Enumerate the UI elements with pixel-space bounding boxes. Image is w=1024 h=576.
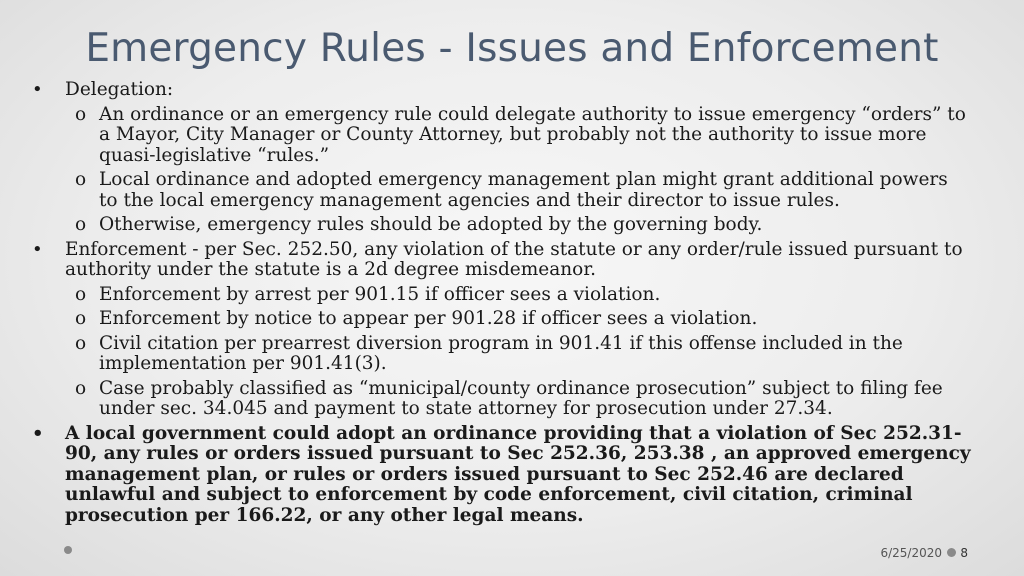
bullet-item-delegation xyxy=(32,80,972,101)
bullet-text: Delegation: xyxy=(65,79,174,100)
bullet-item-enforcement xyxy=(32,240,972,281)
decorative-dot-icon xyxy=(64,546,72,554)
sub-bullet-item xyxy=(32,105,972,167)
sub-bullet-text: Otherwise, emergency rules should be adopted by the governing body. xyxy=(99,214,763,235)
sub-bullet-text: Local ordinance and adopted emergency management plan might grant additional powers to the local emergency management agencies and their director to issue rules. xyxy=(99,169,948,211)
sub-bullet-icon: o xyxy=(75,332,87,354)
bullet-icon: • xyxy=(32,422,44,444)
sub-bullet-item xyxy=(32,170,972,211)
sub-bullet-item xyxy=(32,215,972,236)
sub-bullet-item xyxy=(32,379,972,420)
bullet-text: Enforcement - per Sec. 252.50, any violation of the statute or any order/rule issued pursuant to authority under the statute is a 2d degree misdemeanor. xyxy=(65,238,963,280)
bullet-icon: • xyxy=(32,238,43,260)
slide-body xyxy=(32,80,972,530)
sub-bullet-icon: o xyxy=(75,214,87,235)
footer-dot-icon xyxy=(947,548,956,557)
sub-bullet-icon: o xyxy=(75,103,87,125)
page-number: 8 xyxy=(960,546,968,560)
slide-title: Emergency Rules - Issues and Enforcement xyxy=(85,26,939,71)
sub-bullet-item xyxy=(32,309,972,330)
sub-bullet-text: Case probably classified as “municipal/county ordinance prosecution” subject to filing fee under sec. 34.045 and payment to state attorney for prosecution under 27.34. xyxy=(99,377,943,419)
footer-date: 6/25/2020 xyxy=(880,546,942,560)
sub-bullet-icon: o xyxy=(75,283,87,305)
sub-bullet-text: Enforcement by arrest per 901.15 if officer sees a violation. xyxy=(99,283,661,305)
bullet-text: A local government could adopt an ordinance providing that a violation of Sec 252.31-90, any rules or orders issued pursuant to Sec 252.36, 253.38 , an approved emergency management plan, or rules or orders issued pursuant to Sec 252.46 are declared unlawful and subject to enforcement by code enforcement, civil citation, criminal prosecution per 166.22, or any other legal means. xyxy=(65,422,971,526)
sub-bullet-item xyxy=(32,334,972,375)
sub-bullet-icon: o xyxy=(75,169,87,190)
sub-bullet-item xyxy=(32,285,972,306)
sub-bullet-text: Enforcement by notice to appear per 901.28 if officer sees a violation. xyxy=(99,308,758,329)
sub-bullet-icon: o xyxy=(75,308,87,329)
sub-bullet-text: Civil citation per prearrest diversion program in 901.41 if this offense included in the implementation per 901.41(3). xyxy=(99,332,903,374)
sub-bullet-text: An ordinance or an emergency rule could delegate authority to issue emergency “orders” to a Mayor, City Manager or County Attorney, but probably not the authority to issue more quasi-legislative “rules.” xyxy=(99,103,966,166)
bullet-item-local-government xyxy=(32,424,972,527)
sub-bullet-icon: o xyxy=(75,377,87,399)
bullet-icon: • xyxy=(32,79,43,100)
